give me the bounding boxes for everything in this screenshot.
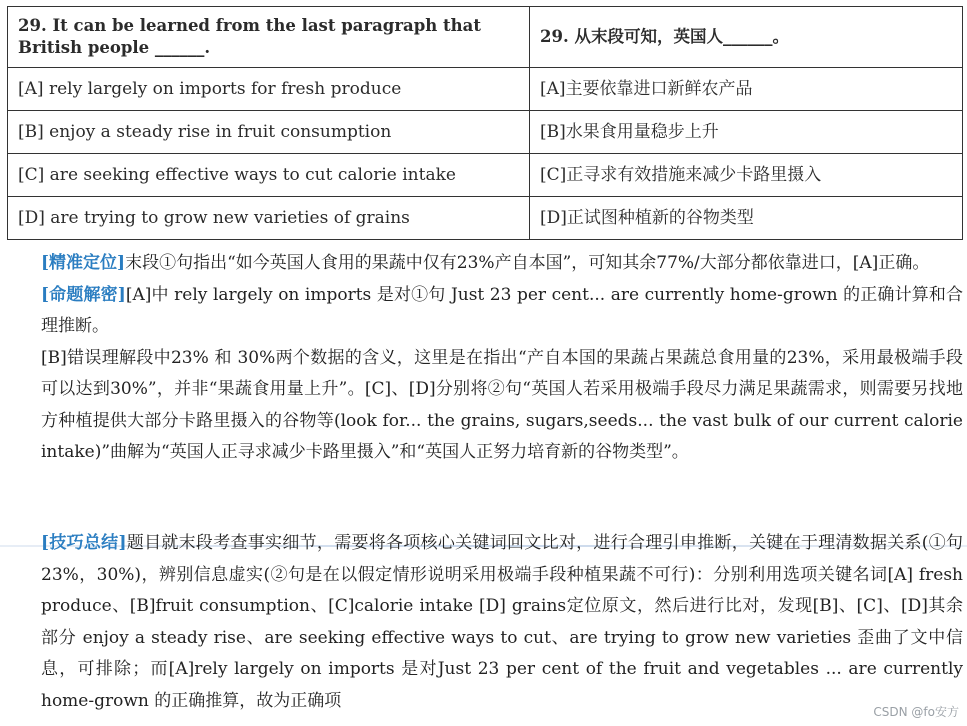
- csdn-watermark: CSDN @fo安方: [873, 705, 959, 719]
- option-d-zh: [D]正试图种植新的谷物类型: [530, 197, 963, 240]
- option-c-zh: [C]正寻求有效措施来减少卡路里摄入: [530, 154, 963, 197]
- analysis-text: [A]中 rely largely on imports 是对①句 Just 23 per cent... are currently home-grown 的正确计算和合理推断。: [41, 284, 963, 336]
- option-c-en: [C] are seeking effective ways to cut calorie intake: [8, 154, 530, 197]
- question-table: [7, 6, 963, 240]
- option-d-en: [D] are trying to grow new varieties of grains: [8, 197, 530, 240]
- skill-tag: [技巧总结]: [41, 533, 127, 553]
- explanation-upper: [7, 248, 963, 469]
- option-b-en: [B] enjoy a steady rise in fruit consumption: [8, 111, 530, 154]
- option-a-zh: [A]主要依靠进口新鲜农产品: [530, 68, 963, 111]
- locate-text: 末段①句指出“如今英国人食用的果蔬中仅有23%产自本国”，可知其余77%/大部分都依靠进口，[A]正确。: [125, 253, 930, 273]
- analysis-tag: [命题解密]: [41, 284, 126, 305]
- analysis-text-2: [B]错误理解段中23% 和 30%两个数据的含义，这里是在指出“产自本国的果蔬占果蔬总食用量的23%，采用最极端手段可以达到30%”，并非“果蔬食用量上升”。[C]、[D]分别将②句“英国人若采用极端手段尽力满足果蔬需求，则需要另找地方种植提供大部分卡路里摄入的谷物等(look for... the grains, sugars,seeds... the vast bulk of our current calorie intake)”曲解为“英国人正寻求减少卡路里摄入”和“英国人正努力培育新的谷物类型”。: [41, 347, 963, 462]
- question-row: [8, 7, 963, 68]
- option-row-a: [8, 68, 963, 111]
- question-zh: 29. 从末段可知，英国人______。: [530, 7, 963, 68]
- skill-text: 题目就末段考查事实细节，需要将各项核心关键词回文比对，进行合理引申推断，关键在于理清数据关系(①句 23%，30%)，辨别信息虚实(②句是在以假定情形说明采用极端手段种植果蔬不可行)：分别利用选项关键名词[A] fresh produce、[B]fruit consumption、[C]calorie intake [D] grains定位原文，然后进行比对，发现[B]、[C]、[D]其余部分 enjoy a steady rise、are seeking effective ways to cut、are trying to grow new varieties 歪曲了文中信息，可排除；而[A]rely largely on imports 是对Just 23 per cent of the fruit and vegetables ... are currently home-grown 的正确推算，故为正确项: [41, 533, 963, 711]
- option-a-en: [A] rely largely on imports for fresh produce: [8, 68, 530, 111]
- explanation-lower: [7, 528, 963, 717]
- option-row-d: [8, 197, 963, 240]
- locate-paragraph: [7, 248, 963, 280]
- analysis-paragraph: [7, 280, 963, 343]
- question-en: 29. It can be learned from the last paragraph that British people ______.: [8, 7, 530, 68]
- option-row-c: [8, 154, 963, 197]
- option-row-b: [8, 111, 963, 154]
- option-b-zh: [B]水果食用量稳步上升: [530, 111, 963, 154]
- locate-tag: [精准定位]: [41, 253, 126, 273]
- skill-paragraph: [7, 528, 963, 717]
- analysis-paragraph-2: [7, 343, 963, 469]
